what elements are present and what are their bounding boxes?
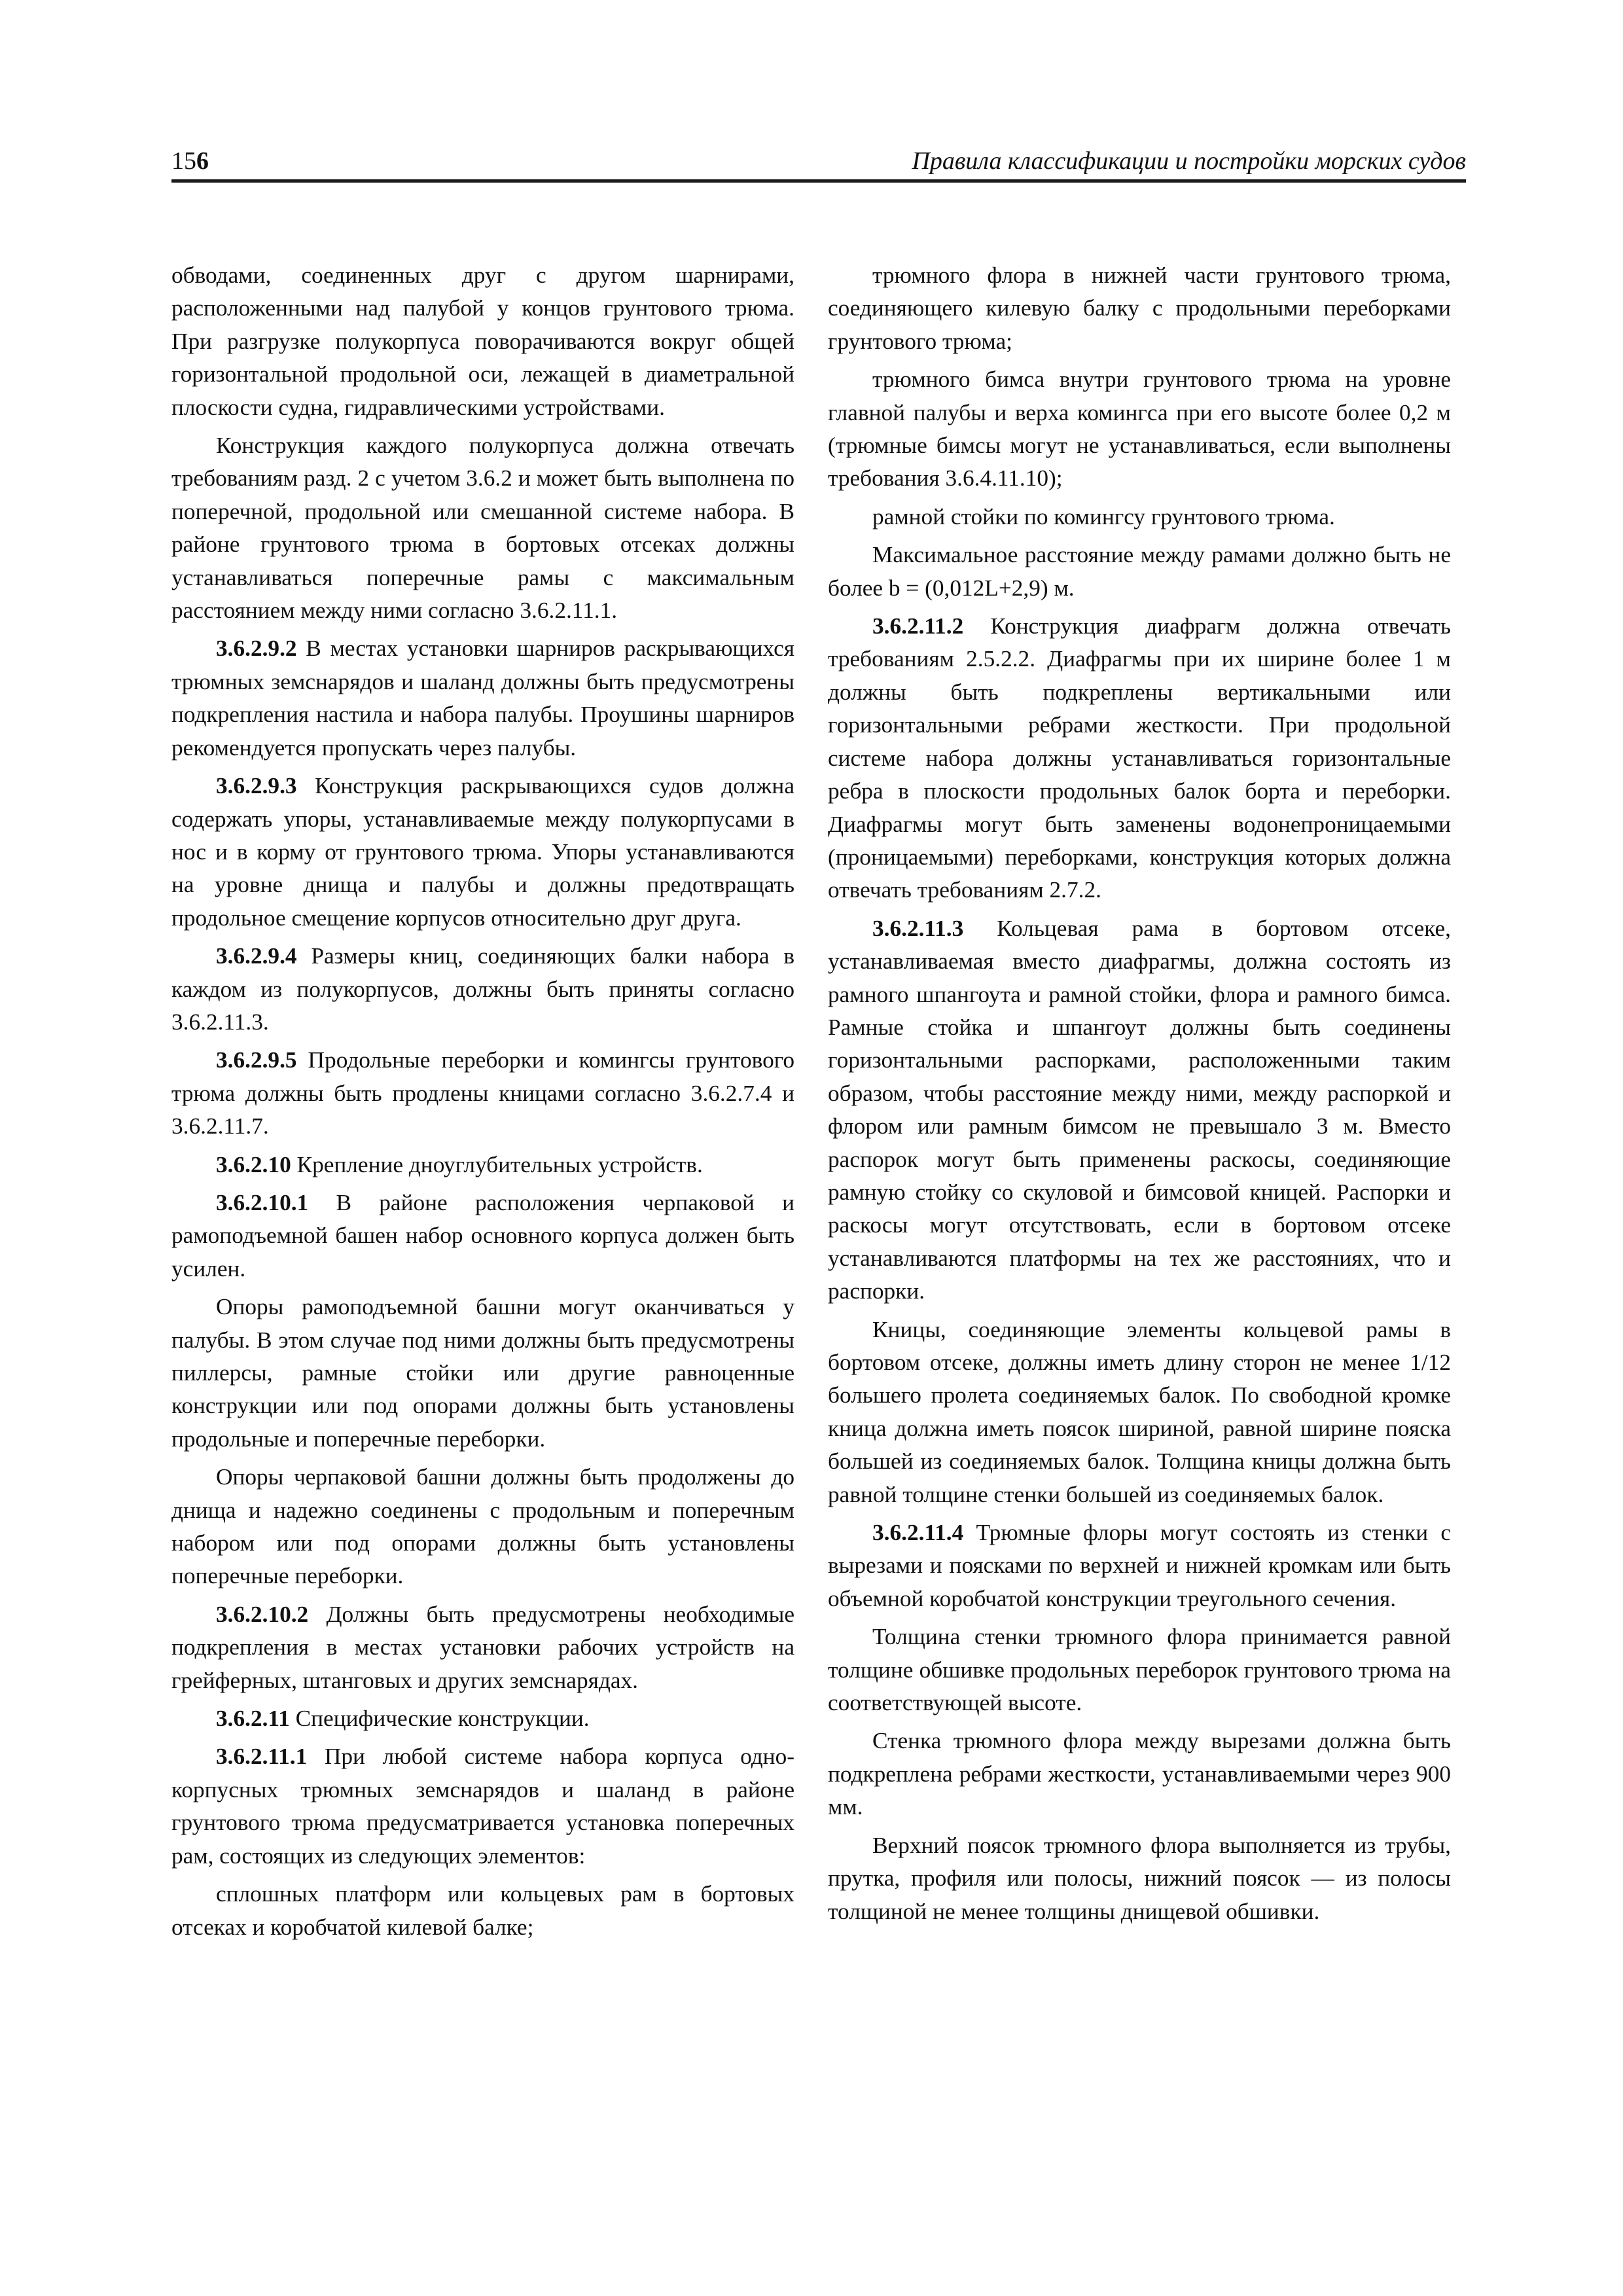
paragraph-text: рамной стойки по комингсу грунтового трюма. [872, 503, 1335, 529]
section-number: 3.6.2.9.3 [216, 773, 297, 799]
paragraph-text: Верхний поясок трюмного флора выполняется из трубы, прутка, профиля или полосы, нижний поясок — из полосы толщиной не менее толщины днищевой обшивки. [828, 1832, 1451, 1924]
paragraph-text: Опоры черпаковой башни должны быть продолжены до днища и надежно соединены с продольным и поперечным набором или под опорами должны быть установлены поперечные переборки. [171, 1464, 794, 1589]
left-column [171, 259, 794, 1949]
paragraph-text: Стенка трюмного флора между вырезами должна быть подкреплена ребрами жесткости, устанавливаемыми через 900 мм. [828, 1728, 1451, 1820]
page-header [171, 143, 1466, 183]
right-column [828, 259, 1451, 1933]
section-paragraph [171, 1740, 794, 1873]
paragraph-text: Кольцевая рама в бортовом отсеке, устанавливаемая вместо диафрагмы, должна состоять из рамного шпангоута и рамной стойки, флора и рамного бимса. Рамные стойка и шпангоут должны быть соединены горизонтальными распорками, расположенными таким образом, чтобы расстояние между ними, между распоркой и флором или рамным бимсом не превышало 3 м. Вместо распорок могут быть применены раскосы, соединяющие рамную стойку со скуловой и бимсовой кницей. Распорки и раскосы могут отсутствовать, если в бортовом отсеке устанавливаются платформы на тех же расстояниях, что и распорки. [828, 915, 1451, 1304]
paragraph-text: трюмного бимса внутри грунтового трюма на уровне главной палубы и верха комингса при его высоте более 0,2 м (трюмные бимсы могут не устанавливаться, если выполнены требования 3.6.4.11.10); [828, 367, 1451, 492]
list-item-paragraph [828, 259, 1451, 358]
paragraph [171, 259, 794, 424]
paragraph [828, 1314, 1451, 1511]
section-number: 3.6.2.9.4 [216, 943, 297, 969]
section-number: 3.6.2.9.2 [216, 636, 297, 662]
paragraph [828, 1621, 1451, 1719]
paragraph-text: Продольные переборки и комингсы грунтового трюма должны быть продлены кницами согласно 3.6.2.7.4 и 3.6.2.11.7. [171, 1047, 794, 1139]
section-paragraph [828, 1516, 1451, 1615]
section-paragraph [171, 1598, 794, 1697]
section-title: Специфические конструкции. [289, 1706, 590, 1732]
paragraph [828, 1725, 1451, 1823]
section-paragraph [828, 610, 1451, 907]
section-paragraph [171, 940, 794, 1039]
section-number: 3.6.2.9.5 [216, 1047, 297, 1073]
section-paragraph [171, 1187, 794, 1285]
page-number-digits: 15 [171, 147, 196, 175]
section-number: 3.6.2.10 [216, 1151, 291, 1177]
paragraph-text: Конструкция диафрагм должна отвечать требованиям 2.5.2.2. Диафрагмы при их ширине более 1 м должны быть подкреплены вертикальными или горизонтальными ребрами жесткости. При продольной системе набора должны устанавливаться горизонтальные ребра в плоскости продольных балок борта и переборки. Диафрагмы могут быть заменены водонепроницаемыми (проницаемыми) переборками, конструкция которых должна отвечать требованиям 2.7.2. [828, 613, 1451, 903]
paragraph [828, 539, 1451, 605]
list-item-paragraph [171, 1878, 794, 1944]
paragraph-text: обводами, соединенных друг с другом шарнирами, расположенными над палубой у концов грунтового трюма. При разгрузке полукорпуса поворачиваются вокруг общей горизонтальной продольной оси, лежащей в диаметральной плоскости судна, гидравлическими устройствами. [171, 262, 794, 420]
list-item-paragraph [828, 363, 1451, 495]
page-number [171, 147, 209, 175]
paragraph [828, 1829, 1451, 1928]
section-number: 3.6.2.11.4 [872, 1520, 964, 1546]
section-number: 3.6.2.11 [216, 1706, 290, 1732]
paragraph-text: Конструкция раскрывающихся судов должна содержать упоры, устанавливаемые между полукорпусами в нос и в корму от грунтового трюма. Упоры устанавливаются на уровне днища и палубы и должны предотвращать продольное смещение корпусов относительно друг друга. [171, 773, 794, 931]
paragraph [171, 1291, 794, 1456]
section-title: Крепление дноуглубительных устройств. [291, 1151, 703, 1177]
paragraph [171, 1461, 794, 1593]
paragraph-text: трюмного флора в нижней части грунтового трюма, соединяющего килевую балку с продольными переборками грунтового трюма; [828, 262, 1451, 354]
page-number-bold-digit: 6 [196, 147, 209, 175]
paragraph-text: Максимальное расстояние между рамами должно быть не более b = (0,012L+2,9) м. [828, 542, 1451, 601]
section-number: 3.6.2.10.1 [216, 1189, 309, 1215]
paragraph-text: При любой системе набора корпуса однокорпусных трюмных земснарядов и шаланд в районе грунтового трюма предусматривается установка поперечных рам, состоящих из следующих элементов: [171, 1744, 794, 1869]
section-paragraph [171, 770, 794, 935]
section-number: 3.6.2.11.1 [216, 1744, 308, 1770]
paragraph-text: В местах установки шарниров раскрывающихся трюмных земснарядов и шаланд должны быть предусмотрены подкрепления настила и набора палубы. Проушины шарниров рекомендуется пропускать через палубы. [171, 636, 794, 761]
section-number: 3.6.2.10.2 [216, 1601, 309, 1627]
running-title: Правила классификации и постройки морских судов [912, 147, 1466, 175]
paragraph-text: Трюмные флоры могут состоять из стенки с вырезами и поясками по верхней и нижней кромкам или быть объемной коробчатой конструкции треугольного сечения. [828, 1520, 1451, 1611]
list-item-paragraph [828, 501, 1451, 533]
paragraph-text: Размеры книц, соединяющих балки набора в каждом из полукорпусов, должны быть приняты согласно 3.6.2.11.3. [171, 943, 794, 1035]
paragraph-text: сплошных платформ или кольцевых рам в бортовых отсеках и коробчатой килевой балке; [171, 1881, 794, 1940]
paragraph-text: Конструкция каждого полукорпуса должна отвечать требованиям разд. 2 с учетом 3.6.2 и может быть выполнена по поперечной, продольной или смешанной системе набора. В районе грунтового трюма в бортовых отсеках должны устанавливаться поперечные рамы с максимальным расстоянием между ними согласно 3.6.2.11.1. [171, 433, 794, 624]
section-number: 3.6.2.11.3 [872, 915, 964, 941]
section-paragraph [171, 1044, 794, 1143]
paragraph [171, 429, 794, 627]
section-heading [171, 1149, 794, 1181]
section-paragraph [171, 632, 794, 764]
paragraph-text: Опоры рамоподъемной башни могут оканчиваться у палубы. В этом случае под ними должны быть предусмотрены пиллерсы, рамные стойки или другие равноценные конструкции или под опорами должны быть установлены продольные и поперечные переборки. [171, 1294, 794, 1452]
section-number: 3.6.2.11.2 [872, 613, 964, 639]
section-paragraph [828, 912, 1451, 1308]
section-heading [171, 1702, 794, 1735]
paragraph-text: Должны быть предусмотрены необходимые подкрепления в местах установки рабочих устройств на грейферных, штанговых и других земснарядах. [171, 1601, 794, 1693]
paragraph-text: В районе расположения черпаковой и рамоподъемной башен набор основного корпуса должен быть усилен. [171, 1189, 794, 1282]
paragraph-text: Толщина стенки трюмного флора принимается равной толщине обшивке продольных переборок грунтового трюма на соответствующей высоте. [828, 1624, 1451, 1716]
paragraph-text: Кницы, соединяющие элементы кольцевой рамы в бортовом отсеке, должны иметь длину сторон не менее 1/12 большего пролета соединяемых балок. По свободной кромке кница должна иметь поясок шириной, равной ширине пояска большей из соединяемых балок. Толщина кницы должна быть равной толщине стенки большей из соединяемых балок. [828, 1316, 1451, 1507]
